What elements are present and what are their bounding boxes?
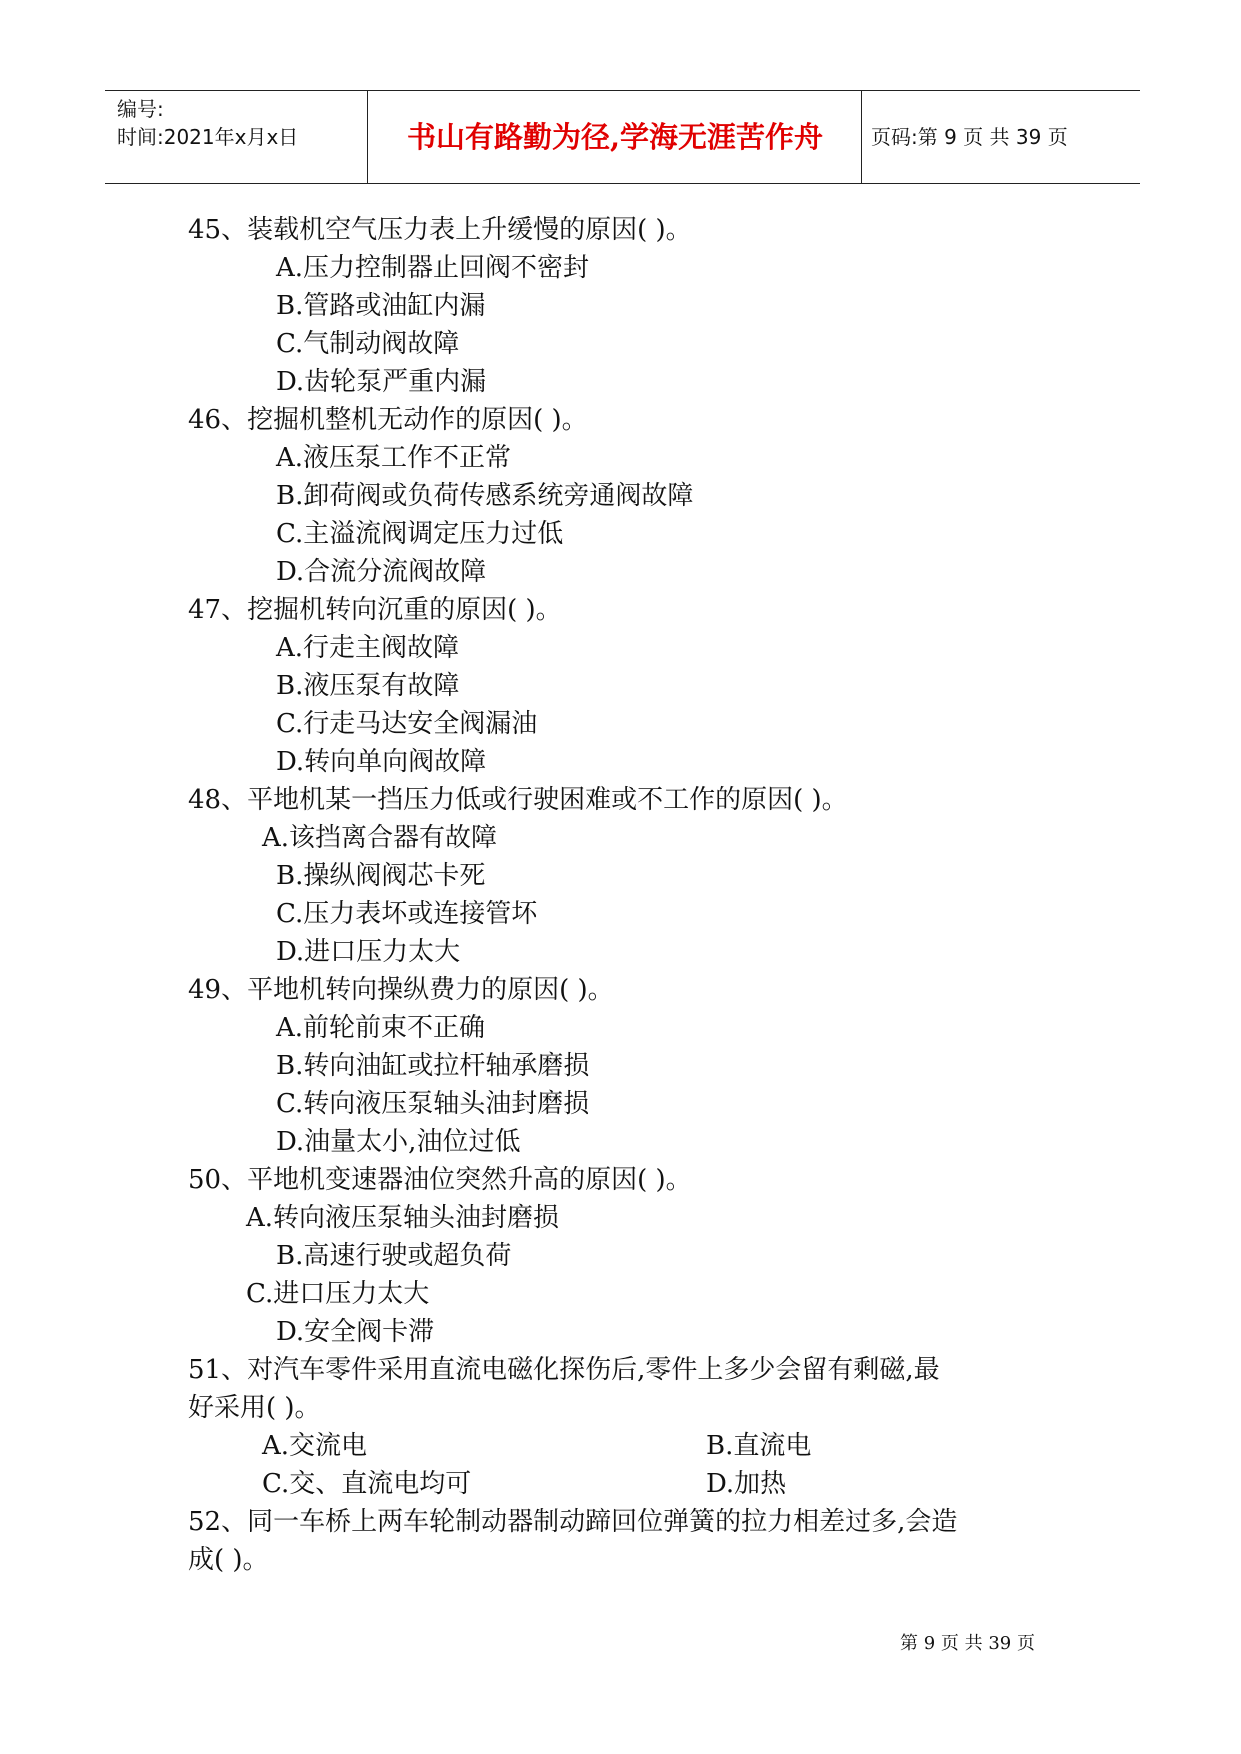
header-divider-left (367, 91, 368, 183)
header-meta (117, 95, 298, 151)
page-footer: 第 9 页 共 39 页 (900, 1633, 1035, 1654)
question-50-option-c: C.进口压力太大 (246, 1279, 430, 1309)
question-51-option-c: C.交、直流电均可 (262, 1469, 472, 1499)
question-46-option-a: A.液压泵工作不正常 (276, 443, 512, 473)
question-52-stem-line-1: 52、同一车桥上两车轮制动器制动蹄回位弹簧的拉力相差过多,会造 (188, 1507, 958, 1537)
question-50-option-b: B.高速行驶或超负荷 (276, 1241, 512, 1271)
question-51-option-a: A.交流电 (262, 1431, 368, 1461)
question-51-stem-line-2: 好采用( )。 (188, 1393, 321, 1423)
question-49-option-c: C.转向液压泵轴头油封磨损 (276, 1089, 590, 1119)
question-46-option-c: C.主溢流阀调定压力过低 (276, 519, 564, 549)
question-51-option-d: D.加热 (706, 1469, 787, 1499)
question-47-option-c: C.行走马达安全阀漏油 (276, 709, 538, 739)
question-48-option-d: D.进口压力太大 (276, 937, 461, 967)
time-label: 时间:2021年x月x日 (117, 125, 299, 149)
question-51-stem-line-1: 51、对汽车零件采用直流电磁化探伤后,零件上多少会留有剩磁,最 (188, 1355, 940, 1385)
question-47-stem: 47、挖掘机转向沉重的原因( )。 (188, 595, 562, 625)
page-header (105, 90, 1140, 184)
question-48-option-c: C.压力表坏或连接管坏 (276, 899, 538, 929)
question-45-option-d: D.齿轮泵严重内漏 (276, 367, 487, 397)
question-45-option-c: C.气制动阀故障 (276, 329, 460, 359)
number-label: 编号: (117, 97, 164, 121)
question-49-option-b: B.转向油缸或拉杆轴承磨损 (276, 1051, 590, 1081)
question-45-option-b: B.管路或油缸内漏 (276, 291, 486, 321)
question-51-option-b: B.直流电 (706, 1431, 812, 1461)
question-49-stem: 49、平地机转向操纵费力的原因( )。 (188, 975, 614, 1005)
header-page-label: 页码:第 9 页 共 39 页 (871, 125, 1068, 149)
question-48-option-b: B.操纵阀阀芯卡死 (276, 861, 486, 891)
header-motto: 书山有路勤为径,学海无涯苦作舟 (406, 120, 824, 154)
question-49-option-d: D.油量太小,油位过低 (276, 1127, 521, 1157)
question-46-stem: 46、挖掘机整机无动作的原因( )。 (188, 405, 588, 435)
question-50-option-d: D.安全阀卡滞 (276, 1317, 435, 1347)
question-47-option-a: A.行走主阀故障 (276, 633, 460, 663)
question-47-option-b: B.液压泵有故障 (276, 671, 460, 701)
header-divider-right (861, 91, 862, 183)
question-46-option-d: D.合流分流阀故障 (276, 557, 487, 587)
question-48-option-a: A.该挡离合器有故障 (262, 823, 498, 853)
question-45-option-a: A.压力控制器止回阀不密封 (276, 253, 590, 283)
question-48-stem: 48、平地机某一挡压力低或行驶困难或不工作的原因( )。 (188, 785, 848, 815)
question-52-stem-line-2: 成( )。 (188, 1545, 269, 1575)
question-50-option-a: A.转向液压泵轴头油封磨损 (246, 1203, 560, 1233)
question-50-stem: 50、平地机变速器油位突然升高的原因( )。 (188, 1165, 692, 1195)
question-46-option-b: B.卸荷阀或负荷传感系统旁通阀故障 (276, 481, 694, 511)
question-45-stem: 45、装载机空气压力表上升缓慢的原因( )。 (188, 215, 692, 245)
question-47-option-d: D.转向单向阀故障 (276, 747, 487, 777)
question-49-option-a: A.前轮前束不正确 (276, 1013, 486, 1043)
